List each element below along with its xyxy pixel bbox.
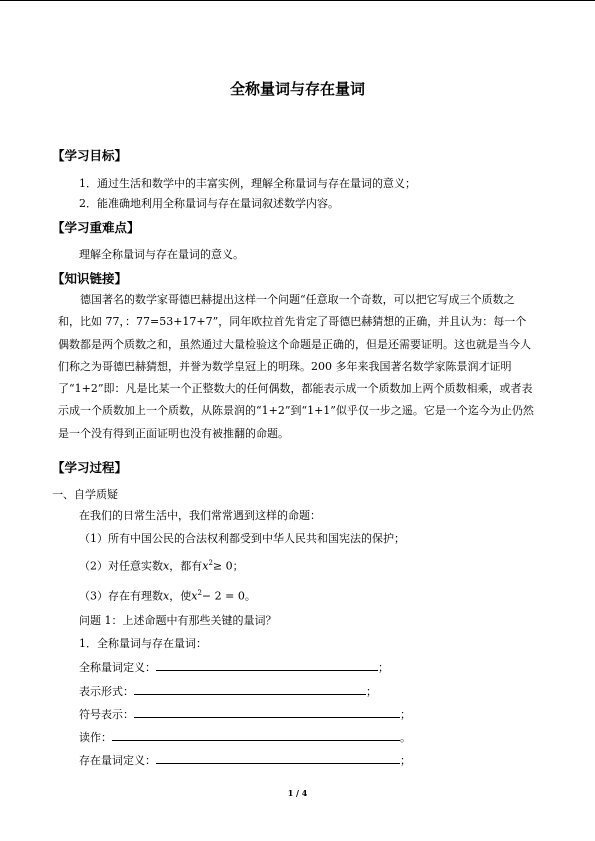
intro-text: 在我们的日常生活中，我们常常遇到这样的命题： [79, 509, 321, 522]
goals-heading: 【学习目标】 [52, 148, 128, 163]
field-existential-definition [79, 753, 411, 767]
proposition-1: （1）所有中国公民的合法权利都受到中华人民共和国宪法的保护； [79, 532, 405, 545]
key-points-heading: 【学习重难点】 [52, 220, 140, 235]
var-x: x [163, 589, 170, 603]
field-label: 全称量词定义： [79, 661, 156, 674]
blank-line[interactable] [112, 730, 400, 741]
page-title: 全称量词与存在量词 [229, 80, 365, 98]
var-x-squared: x [202, 559, 209, 573]
var-x: x [163, 559, 170, 573]
proposition-3 [79, 587, 256, 603]
proposition-3-prefix: （3）存在有理数 [79, 589, 163, 603]
goal-item-1: 1．通过生活和数学中的丰富实例，理解全称量词与存在量词的意义； [79, 177, 416, 190]
knowledge-paragraph: 德国著名的数学家哥德巴赫提出这样一个问题“任意取一个奇数，可以把它写成三个质数之和，比如 77，：77=53+17+7”，同年欧拉首先肯定了哥德巴赫猜想的正确，并且认为：每一个偶数都是两个质数之和，虽然通过大量检验这个命题是正确的，但是还需要证明。这也就是当今人们称之为哥德巴赫猜想，并誉为数学皇冠上的明珠。200 多年来我国著名数学家陈景润才证明了“1+2”即：凡是比某一个正整数大的任何偶数，都能表示成一个质数加上两个质数相乘，或者表示成一个质数加上一个质数，从陈景润的“1+2”到“1+1”似乎仅一步之遥。它是一个迄今为止仍然是一个没有得到正面证明也没有被推翻的命题。 [58, 293, 534, 440]
blank-line[interactable] [156, 753, 400, 764]
field-universal-definition [79, 660, 389, 674]
process-heading: 【学习过程】 [52, 460, 128, 475]
field-label: 符号表示： [79, 708, 134, 721]
var-x-squared: x [191, 589, 198, 603]
field-form [79, 684, 377, 698]
field-label: 表示形式： [79, 685, 134, 698]
proposition-3-mid: ，使 [169, 589, 192, 603]
field-label: 存在量词定义： [79, 754, 156, 767]
blank-line[interactable] [134, 684, 366, 695]
proposition-2-mid: ，都有 [169, 559, 203, 573]
equation: − 2 = 0 [201, 589, 245, 603]
field-read-as [79, 730, 411, 744]
subsection-1: 1．全称量词与存在量词： [79, 637, 207, 650]
exponent: 2 [208, 559, 213, 567]
field-end: ； [366, 685, 377, 698]
proposition-3-end: 。 [244, 589, 256, 603]
field-end: ； [378, 661, 389, 674]
field-end: 。 [400, 731, 411, 744]
proposition-2-end: ； [232, 559, 244, 573]
goal-item-2: 2．能准确地利用全称量词与存在量词叙述数学内容。 [79, 197, 339, 210]
proposition-2-prefix: （2）对任意实数 [79, 559, 163, 573]
exponent: 2 [197, 589, 202, 597]
field-symbol [79, 707, 411, 721]
proposition-2 [79, 557, 244, 573]
field-label: 读作： [79, 731, 112, 744]
top-rule [0, 0, 595, 1]
blank-line[interactable] [134, 707, 400, 718]
relation: ≥ 0 [212, 559, 233, 573]
page-number: 1 / 4 [287, 788, 308, 798]
part1-heading: 一、自学质疑 [52, 488, 118, 501]
field-end: ； [400, 708, 411, 721]
question-1: 问题 1：上述命题中有那些关键的量词？ [79, 614, 277, 627]
field-end: ； [400, 754, 411, 767]
blank-line[interactable] [156, 660, 378, 671]
knowledge-heading: 【知识链接】 [52, 271, 128, 286]
key-points-text: 理解全称量词与存在量词的意义。 [79, 248, 244, 261]
